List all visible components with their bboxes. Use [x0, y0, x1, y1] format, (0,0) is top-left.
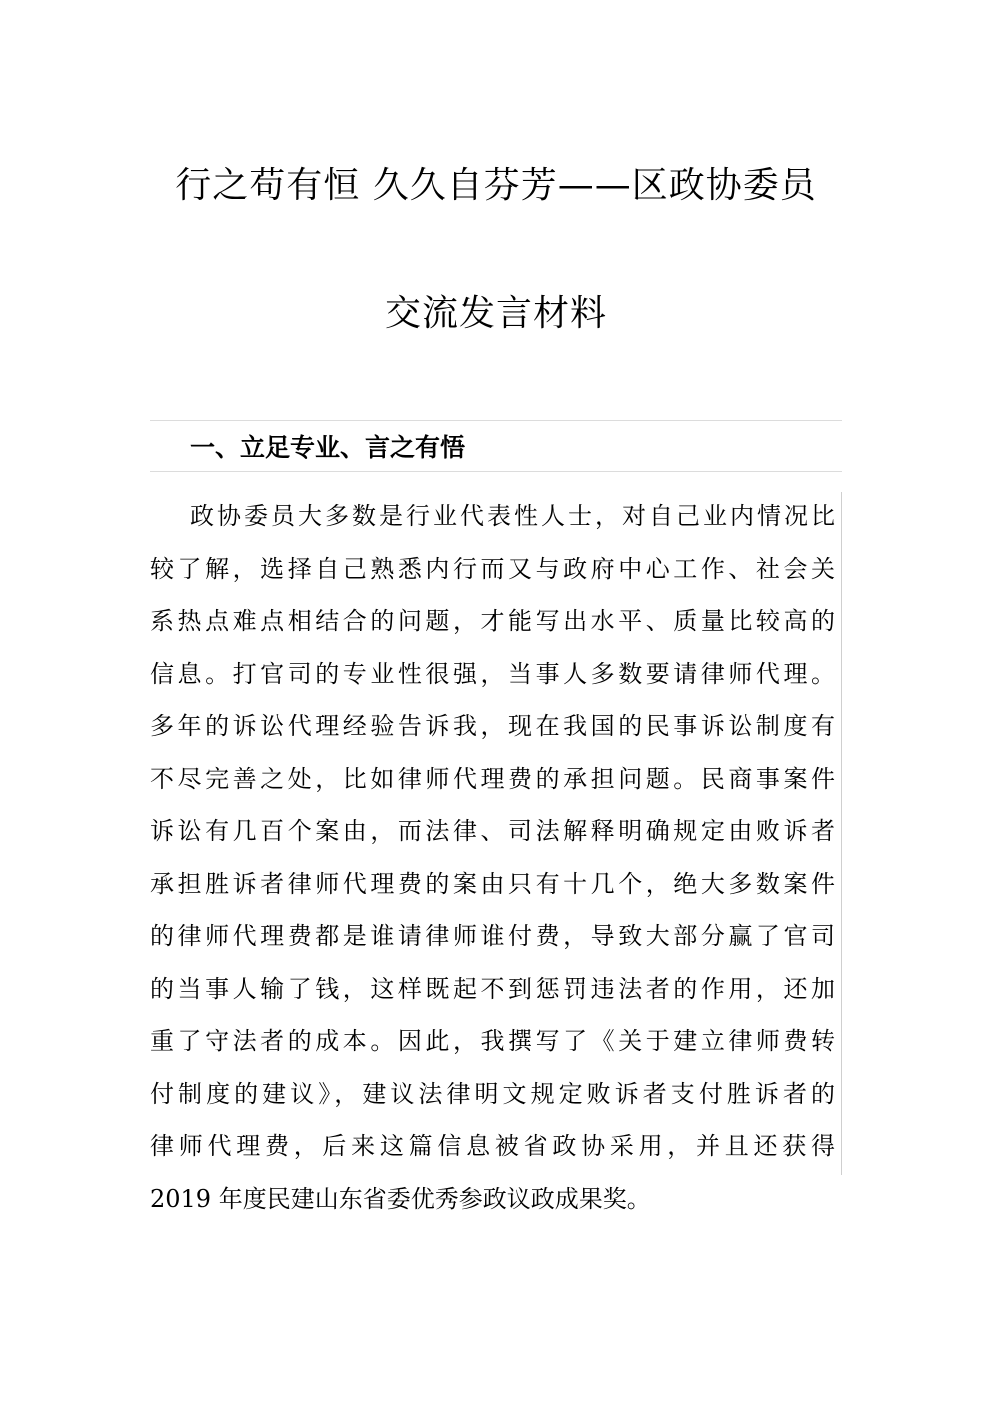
body-line: 重了守法者的成本。因此，我撰写了《关于建立律师费转: [150, 1017, 842, 1070]
body-line: 2019 年度民建山东省委优秀参政议政成果奖。: [150, 1184, 651, 1213]
document-title-line-1: 行之苟有恒 久久自芬芳——区政协委员: [175, 165, 817, 206]
body-paragraph: [150, 492, 842, 1227]
body-line: 承担胜诉者律师代理费的案由只有十几个，绝大多数案件: [150, 860, 842, 913]
body-line: 诉讼有几百个案由，而法律、司法解释明确规定由败诉者: [150, 807, 842, 860]
body-line: 系热点难点相结合的问题，才能写出水平、质量比较高的: [150, 597, 842, 650]
body-line: 付制度的建议》，建议法律明文规定败诉者支付胜诉者的: [150, 1070, 842, 1123]
body-line: 政协委员大多数是行业代表性人士，对自己业内情况比: [150, 492, 842, 545]
body-line: 较了解，选择自己熟悉内行而又与政府中心工作、社会关: [150, 545, 842, 598]
section-heading: 一、立足专业、言之有悟: [190, 433, 466, 462]
body-line: 多年的诉讼代理经验告诉我，现在我国的民事诉讼制度有: [150, 702, 842, 755]
heading-bottom-rule: [150, 471, 842, 472]
body-line: 信息。打官司的专业性很强，当事人多数要请律师代理。: [150, 650, 842, 703]
heading-top-rule: [150, 420, 842, 421]
body-line: 律师代理费，后来这篇信息被省政协采用，并且还获得: [150, 1122, 842, 1175]
body-line: 的律师代理费都是谁请律师谁付费，导致大部分赢了官司: [150, 912, 842, 965]
body-line: 不尽完善之处，比如律师代理费的承担问题。民商事案件: [150, 755, 842, 808]
body-line: 的当事人输了钱，这样既起不到惩罚违法者的作用，还加: [150, 965, 842, 1018]
document-title-line-2: 交流发言材料: [384, 293, 607, 334]
